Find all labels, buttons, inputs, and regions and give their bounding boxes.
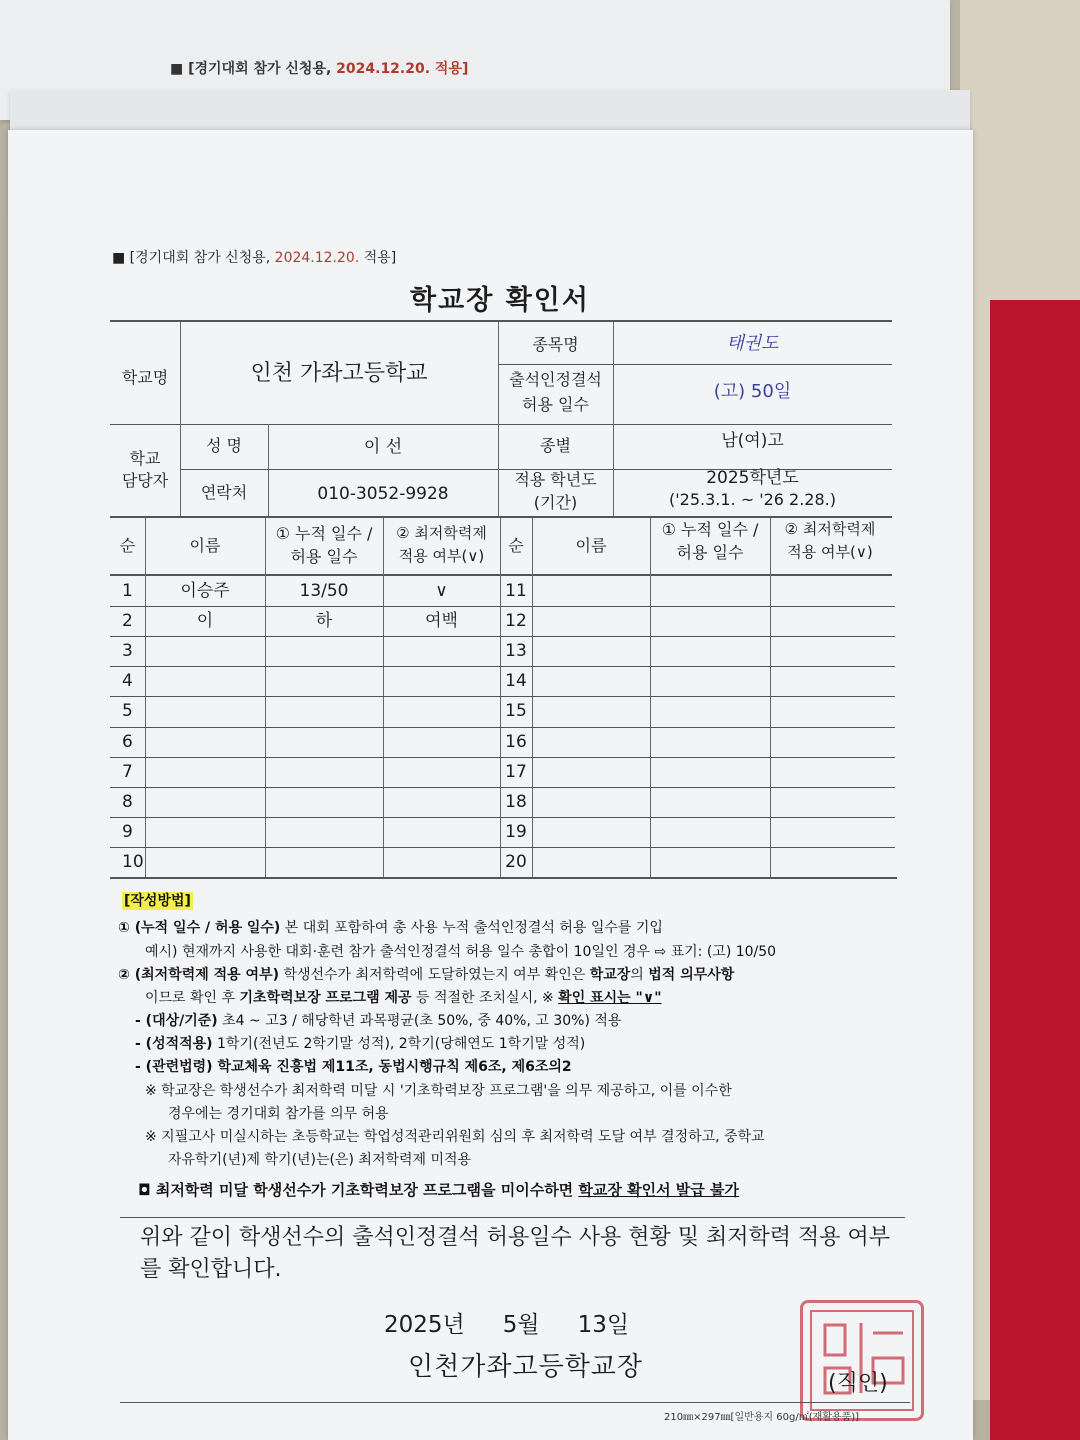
- col-name-header: 이름: [189, 536, 221, 555]
- row-number: 7: [122, 762, 133, 782]
- col-min-header-right-2: 적용 여부(∨): [787, 543, 873, 561]
- note-2-line2: 자유학기(년)제 학기(년)는(은) 최저학력제 미적용: [168, 1152, 472, 1168]
- row-days: 13/50: [299, 581, 349, 601]
- col-name-header-right: 이름: [575, 536, 607, 555]
- page-title: 학교장 확인서: [410, 285, 590, 316]
- bottom-divider: [120, 1402, 910, 1403]
- contact-label: 연락처: [200, 483, 248, 502]
- detail-grades: - (성적적용) 1학기(전년도 2학기말 성적), 2학기(당해연도 1학기말 성적): [135, 1036, 586, 1052]
- student-vline: [383, 518, 384, 877]
- confirm-divider: [120, 1217, 905, 1218]
- col-min-header-right-1: ② 최저학력제: [784, 520, 876, 538]
- year-label-2: (기간): [533, 493, 578, 512]
- detail-law: - (관련법령) 학교체육 진흥법 제11조, 동법시행규칙 제6조, 제6조의2: [135, 1059, 572, 1075]
- table-row-line: [110, 757, 895, 758]
- row-number: 1: [122, 581, 133, 601]
- allowed-days-label-2: 허용 일수: [522, 395, 589, 414]
- allowed-days-label-1: 출석인정결석: [509, 370, 602, 389]
- col-days-header-right-2: 허용 일수: [676, 543, 744, 562]
- col-no-header-right: 순: [508, 536, 524, 555]
- row-number-right: 12: [505, 611, 527, 631]
- note-2-line1: ※ 지필고사 미실시하는 초등학교는 학업성적관리위원회 심의 후 최저학력 도달 여부 결정하고, 중학교: [145, 1129, 765, 1145]
- row-min-check: 여백: [425, 611, 458, 631]
- row-number: 5: [122, 701, 133, 721]
- table-row-line: [110, 817, 895, 818]
- table-row-line: [110, 727, 895, 728]
- student-vline: [650, 518, 651, 877]
- instruction-1-example: 예시) 현재까지 사용한 대회·훈련 참가 출석인정결석 허용 일수 총합이 10일인 경우 ⇨ 표기: (고) 10/50: [145, 944, 777, 960]
- staff-label-1: 학교: [129, 449, 161, 468]
- instruction-1: ① (누적 일수 / 허용 일수) 본 대회 포함하여 총 사용 누적 출석인정결석 허용 일수를 기입: [118, 920, 663, 936]
- row-number-right: 16: [505, 732, 527, 752]
- school-name: 인천 가좌고등학교: [250, 361, 428, 386]
- year-value-1: 2025학년도: [706, 468, 799, 488]
- info-line: [110, 516, 892, 518]
- detail-target: - (대상/기준) 초4 ~ 고3 / 해당학년 과목평균(초 50%, 중 40%, 고 30%) 적용: [135, 1013, 622, 1029]
- name-value: 이 선: [363, 437, 403, 457]
- row-number: 2: [122, 611, 133, 631]
- info-line: [110, 424, 892, 425]
- table-row-line: [110, 787, 895, 788]
- student-vline: [265, 518, 266, 877]
- col-no-header: 순: [119, 536, 136, 555]
- row-number-right: 15: [505, 701, 527, 721]
- row-number: 6: [122, 732, 133, 752]
- year-value-2: ('25.3.1. ~ '26 2.28.): [669, 490, 836, 509]
- table-row-line: [110, 847, 895, 848]
- instructions-heading: [작성방법]: [124, 893, 191, 909]
- background-red-folder: [990, 300, 1080, 1440]
- col-days-header-right-1: ① 누적 일수 /: [661, 520, 759, 539]
- principal-name: 인천가좌고등학교장: [408, 1352, 644, 1382]
- form-header-tag: ■ [경기대회 참가 신청용, 2024.12.20. 적용]: [112, 250, 397, 266]
- instruction-2: ② (최저학력제 적용 여부) 학생선수가 최저학력에 도달하였는지 여부 확인은 학교장의 법적 의무사항: [118, 967, 735, 983]
- row-number: 4: [122, 671, 133, 691]
- row-number: 3: [122, 641, 133, 661]
- table-row-line: [110, 636, 895, 637]
- row-name: 이: [196, 611, 214, 631]
- table-row-line: [110, 696, 895, 697]
- row-min-check: ∨: [435, 581, 448, 601]
- col-days-header-2: 허용 일수: [290, 547, 358, 566]
- instruction-2-line2: 이므로 확인 후 기초학력보장 프로그램 제공 등 적절한 조치실시, ※ 확인 표시는 "∨": [145, 990, 662, 1006]
- note-1-line1: ※ 학교장은 학생선수가 최저학력 미달 시 '기초학력보장 프로그램'을 의무 제공하고, 이를 이수한: [145, 1083, 732, 1099]
- table-row-line: [110, 606, 895, 607]
- confirmation-text: 위와 같이 학생선수의 출석인정결석 허용일수 사용 현황 및 최저학력 적용 여부를 확인합니다.: [140, 1225, 890, 1282]
- allowed-days-value: (고) 50일: [713, 381, 792, 402]
- info-line: [498, 364, 892, 365]
- staff-label-2: 담당자: [121, 471, 169, 490]
- student-header-border: [110, 574, 892, 576]
- year-label-1: 적용 학년도: [514, 470, 597, 489]
- paper-spec: 210㎜×297㎜[일반용지 60g/㎡(재활용품)]: [664, 1412, 860, 1423]
- col-days-header-1: ① 누적 일수 /: [275, 524, 373, 543]
- back-sheet-header: ■ [경기대회 참가 신청용, 2024.12.20. 적용]: [170, 61, 469, 77]
- row-number-right: 17: [505, 762, 527, 782]
- sport-value: 태권도: [726, 333, 779, 354]
- final-note: ◘ 최저학력 미달 학생선수가 기초학력보장 프로그램을 미이수하면 학교장 확인서 발급 불가: [138, 1181, 739, 1199]
- col-min-header-2: 적용 여부(∨): [398, 547, 485, 565]
- issue-date: 2025년 5월 13일: [384, 1312, 630, 1338]
- gender-label: 종별: [540, 436, 571, 455]
- seal-icon: [803, 1303, 921, 1418]
- row-number-right: 11: [505, 581, 527, 601]
- contact-value: 010-3052-9928: [317, 484, 449, 504]
- student-vline: [770, 518, 771, 877]
- row-number: 10: [122, 852, 144, 872]
- student-vline: [532, 518, 533, 877]
- col-min-header-1: ② 최저학력제: [396, 524, 487, 542]
- seal-label: (직인): [828, 1371, 888, 1396]
- row-number-right: 20: [505, 852, 527, 872]
- row-days: 하: [315, 611, 333, 631]
- row-name: 이승주: [180, 581, 230, 601]
- row-number-right: 19: [505, 822, 527, 842]
- row-number-right: 13: [505, 641, 527, 661]
- table-row-line: [110, 666, 895, 667]
- note-1-line2: 경우에는 경기대회 참가를 의무 허용: [168, 1106, 389, 1122]
- row-number: 8: [122, 792, 133, 812]
- school-label: 학교명: [121, 368, 169, 387]
- gender-value: 남(여)고: [721, 431, 784, 451]
- row-number: 9: [122, 822, 133, 842]
- row-number-right: 14: [505, 671, 527, 691]
- sport-label: 종목명: [532, 335, 579, 354]
- name-label: 성 명: [206, 436, 242, 455]
- row-number-right: 18: [505, 792, 527, 812]
- table-top-border: [110, 320, 892, 322]
- student-bottom-border: [110, 877, 897, 879]
